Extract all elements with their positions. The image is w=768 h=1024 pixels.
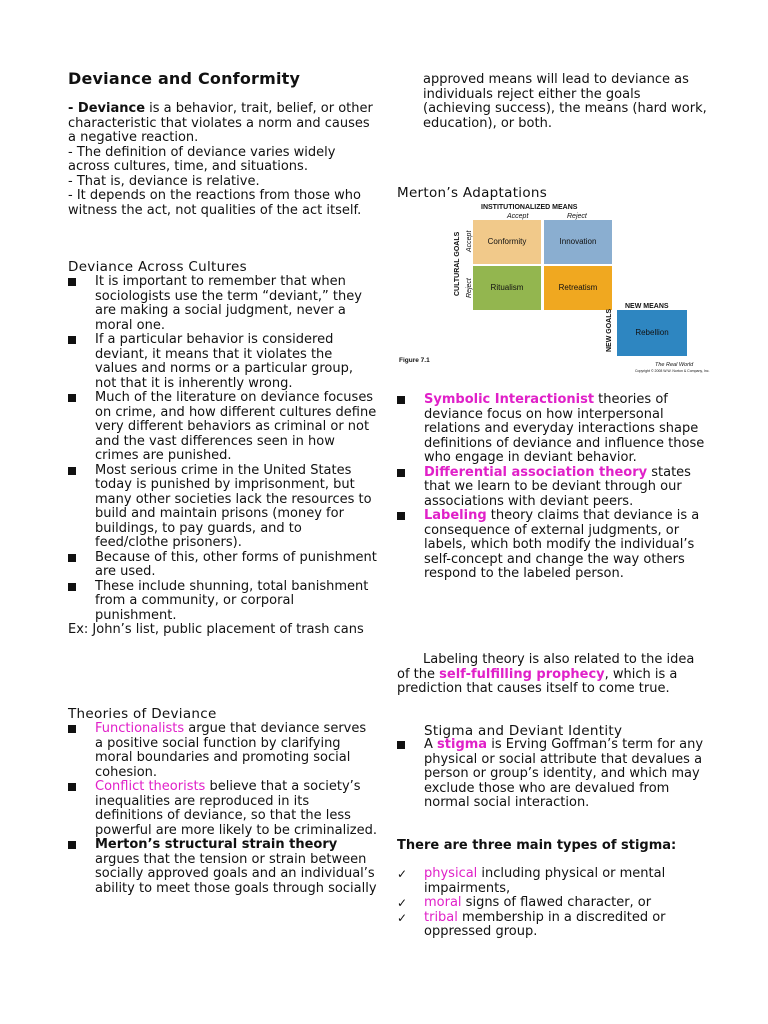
- tribal-term: tribal: [424, 909, 458, 925]
- rebellion-cell: Rebellion: [617, 310, 687, 356]
- list-item: ✓ tribal membership in a discredited or oppressed group.: [397, 909, 666, 939]
- example-line: Ex: John’s list, public placement of trash cans: [68, 622, 364, 637]
- cultures-list: [68, 275, 378, 638]
- labeling-term: Labeling: [424, 508, 487, 523]
- labeling-paragraph: Labeling theory is also related to the idea of the self-fulfilling prophecy, which is a prediction that causes itself to come true.: [397, 652, 695, 696]
- square-bullet-icon: [397, 512, 405, 520]
- new-goals-label: NEW GOALS: [606, 308, 613, 352]
- stigma-term: stigma: [437, 737, 488, 752]
- merton-strain-term: Merton’s structural strain theory: [95, 837, 338, 852]
- side-reject-label: Reject: [466, 278, 473, 298]
- page-title: Deviance and Conformity: [68, 69, 301, 88]
- institutionalized-means-label: INSTITUTIONALIZED MEANS: [481, 204, 578, 211]
- list-item: Labeling theory claims that deviance is a consequence of external judgments, or labels, which both modify the individual’s self-concept and change the way others respond to the labeled person.: [397, 509, 707, 582]
- list-item: ✓ moral signs of flawed character, or: [397, 895, 652, 910]
- symbolic-interactionist-term: Symbolic Interactionist: [424, 392, 595, 407]
- figure-credit: The Real World: [655, 362, 694, 368]
- square-bullet-icon: [68, 725, 76, 733]
- ritualism-cell: Ritualism: [473, 266, 541, 310]
- physical-term: physical: [424, 866, 478, 881]
- self-fulfilling-prophecy-term: self-fulfilling prophecy: [439, 666, 605, 682]
- check-mark-icon: ✓: [397, 896, 408, 910]
- square-bullet-icon: [68, 841, 76, 849]
- list-item: Because of this, other forms of punishment are used.: [68, 551, 378, 580]
- list-item: Functionalists argue that deviance serves a positive social function by clarifying moral boundaries and promoting social cohesion.: [68, 722, 378, 780]
- deviance-term: - Deviance: [68, 101, 146, 116]
- square-bullet-icon: [68, 394, 76, 402]
- square-bullet-icon: [397, 741, 405, 749]
- list-item: These include shunning, total banishment from a community, or corporal punishment.: [68, 580, 378, 624]
- innovation-cell: Innovation: [544, 220, 612, 264]
- list-item: Much of the literature on deviance focuses on crime, and how different cultures define very different behaviors as criminal or not and the vast differences seen in how crimes are punished.: [68, 391, 378, 464]
- figure-heading: Merton’s Adaptations: [397, 185, 548, 201]
- intro-line-3: - That is, deviance is relative.: [68, 173, 260, 189]
- theories-list: [68, 722, 378, 896]
- right-bullets: [397, 393, 707, 582]
- list-item: Merton’s structural strain theory argues that the tension or strain between socially approved goals and an individual’s ability to meet those goals through socially: [68, 838, 378, 896]
- list-item: Symbolic Interactionist theories of deviance focus on how interpersonal relations and everyday interactions shape definitions of deviance and influence those who engage in deviant behavior.: [397, 393, 707, 466]
- reject-label: Reject: [567, 213, 587, 220]
- stigma-heading: Stigma and Deviant Identity: [424, 723, 623, 739]
- intro-line-4: - It depends on the reactions from those who witness the act, not qualities of the act itself.: [68, 188, 362, 218]
- types-heading: There are three main types of stigma:: [397, 838, 677, 853]
- list-item: ✓ physical including physical or mental impairments,: [397, 866, 666, 896]
- square-bullet-icon: [397, 396, 405, 404]
- retreatism-cell: Retreatism: [544, 266, 612, 310]
- figure-label: Figure 7.1: [399, 357, 430, 364]
- square-bullet-icon: [68, 336, 76, 344]
- functionalists-term: Functionalists: [95, 721, 185, 736]
- differential-association-term: Differential association theory: [424, 464, 648, 480]
- types-list: [397, 867, 707, 940]
- list-item: Conflict theorists believe that a society’s inequalities are reproduced in its definitions of deviance, so that the less powerful are more likely to be criminalized.: [68, 780, 378, 838]
- list-item: It is important to remember that when sociologists use the term “deviant,” they are making a social judgment, never a moral one.: [68, 275, 378, 333]
- stigma-list: [397, 738, 707, 811]
- new-means-label: NEW MEANS: [625, 303, 669, 310]
- square-bullet-icon: [68, 583, 76, 591]
- check-mark-icon: ✓: [397, 910, 408, 925]
- cultures-heading: Deviance Across Cultures: [68, 259, 247, 275]
- conflict-theorists-term: Conflict theorists: [95, 779, 206, 794]
- cultural-goals-label: CULTURAL GOALS: [454, 231, 461, 296]
- check-mark-icon: ✓: [397, 867, 408, 881]
- accept-label: Accept: [507, 213, 529, 220]
- deviance-intro: [68, 102, 378, 218]
- figure-copyright: Copyright © 2008 W.W. Norton & Company, Inc.: [635, 369, 710, 373]
- conformity-cell: Conformity: [473, 220, 541, 264]
- list-item: Most serious crime in the United States today is punished by imprisonment, but many other societies lack the resources to build and maintain prisons (money for buildings, to pay guards, and to feed/clothe prisoners).: [68, 464, 378, 551]
- list-item: If a particular behavior is considered deviant, it means that it violates the values and norms or a particular group, not that it is inherently wrong.: [68, 333, 378, 391]
- theories-heading: Theories of Deviance: [68, 706, 217, 722]
- list-item: A stigma is Erving Goffman’s term for any physical or social attribute that devalues a person or group’s identity, and which may exclude those who are devalued from normal social interaction.: [397, 738, 707, 811]
- square-bullet-icon: [68, 783, 76, 791]
- moral-term: moral: [424, 895, 462, 910]
- square-bullet-icon: [397, 469, 405, 477]
- list-item: Differential association theory states that we learn to be deviant through our associations with deviant peers.: [397, 466, 707, 510]
- deviance-definition: is a behavior, trait, belief, or other characteristic that violates a norm and causes a negative reaction.: [68, 101, 373, 145]
- merton-figure: [397, 200, 737, 373]
- square-bullet-icon: [68, 467, 76, 475]
- intro-line-2: - The definition of deviance varies widely across cultures, time, and situations.: [68, 144, 336, 174]
- square-bullet-icon: [68, 278, 76, 286]
- square-bullet-icon: [68, 554, 76, 562]
- continuation-text: approved means will lead to deviance as individuals reject either the goals (achieving success), the means (hard work, education), or both.: [423, 72, 707, 131]
- side-accept-label: Accept: [466, 230, 473, 252]
